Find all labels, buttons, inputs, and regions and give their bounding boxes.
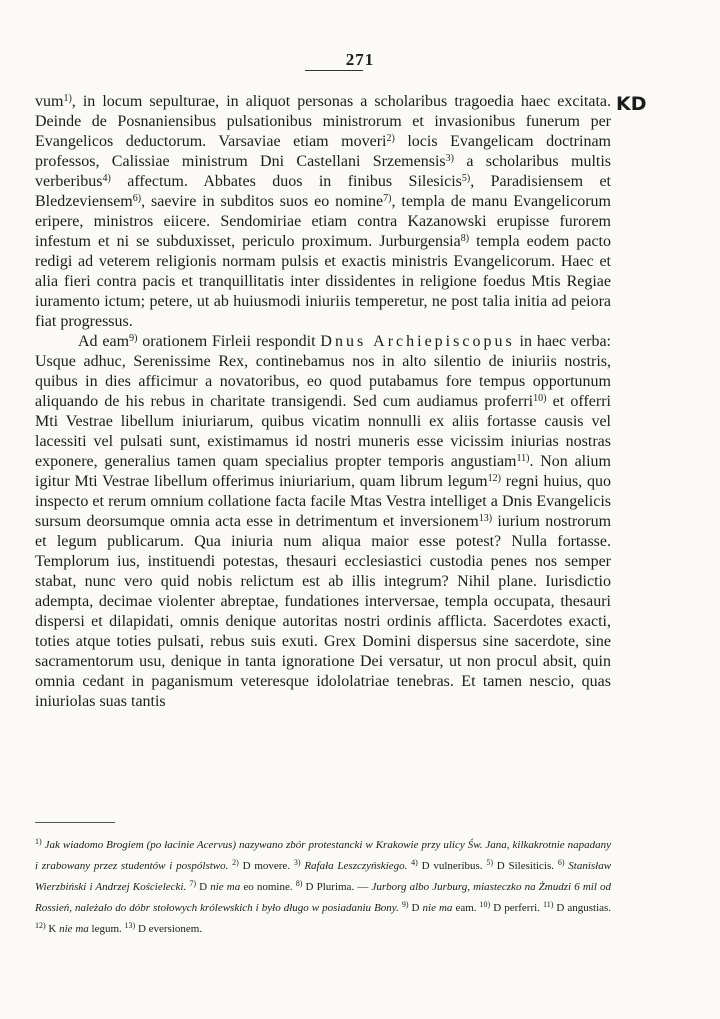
footnote-item: [480, 902, 540, 914]
footnote-number: 4): [411, 858, 418, 867]
footnote-reference: 9): [129, 333, 138, 344]
footnote-text: D vulneribus.: [421, 860, 483, 872]
footnote-text: Jurborg albo Jurburg, miasteczko na Żmudzi 6 mil od Rossień, należało do dóbr stołowych królewskich i było długo w posiadaniu Bony.: [35, 881, 612, 914]
text-run: , templa de manu Evangelicorum eripere, ministros eiicere. Sendomiriae etiam contra Kazanowski erupisse furorem infestum et ni se subduxisset, periculo proximum. Jurburgensia: [35, 193, 611, 250]
footnote-item: [543, 902, 611, 914]
footnote-item: [294, 860, 408, 872]
footnote-item: [125, 923, 203, 935]
footnote-text: D: [199, 881, 211, 893]
text-run: , in locum sepulturae, in aliquot personas a scholaribus tragoedia haec excitata. Deinde de Posnaniensibus pulsationibus ministrorum et invasionibus funerum per Evangelicos deductorum. Varsaviae etiam moveri: [35, 93, 611, 150]
text-run: et offerri Mti Vestrae libellum iniuriarum, quibus vicatim nonnulli ex aliis fortasse causis vel lacessiti vel pulsati sunt, existimamus id nostri muneris esse vicissim iniurias nostras exponere, generalius tamen quam specialius propter temporis angustiam: [35, 393, 611, 470]
text-run: iurium nostrorum et legum publicarum. Qua iniuria num aliqua maior esse potest? Nulla fortasse. Templorum ius, instituendi potestas, thesauri ecclesiastici custodia penes nos semper stabat, nunc vero quid nobis relictum est ab illis integrum? Nihil plane. Iurisdictio adempta, decimae violenter abreptae, fundationes interversae, templa occupata, thesauri dispersi et dilapidati, omnis denique autoritas nostri ordinis afflicta. Sacerdotes exacti, toties atque toties pulsati, rebus suis exuti. Grex Domini dispersus sine sacerdote, sine sacramentorum usu, denique in tanta ignoratione Dei versatur, ut non procul absit, quin omnia cedant in paganismum veteresque idololatriae tenebras. Et tamen nescio, quas iniuriolas suas tantis: [35, 513, 612, 710]
footnote-text: D perferri.: [493, 902, 540, 914]
footnotes: [35, 835, 611, 940]
footnote-reference: 13): [478, 513, 493, 524]
text-run: templa eodem pacto redigi ad veterem religionis normam pulsis et exactis ministris Evangelicorum. Haec et alia fieri contra pacis et tranquillitatis inter dissidentes in religione foedus Mtis Regiae iuramento ictum; petere, ut ab huiusmodi iniuriis temperetur, ne post talia initia ad peiora fiat progressus.: [35, 233, 611, 330]
footnote-text: D movere.: [242, 860, 291, 872]
footnote-number: 10): [479, 900, 491, 909]
footnote-number: 6): [557, 858, 565, 867]
paragraph-2: [35, 332, 611, 712]
footnote-item: [232, 860, 290, 872]
footnote-reference: 5): [461, 173, 471, 184]
footnote-number: 7): [189, 879, 197, 888]
footnote-number: 2): [232, 858, 239, 867]
footnote-reference: 3): [445, 153, 454, 164]
footnote-text: eo nomine.: [240, 881, 293, 893]
footnote-number: 12): [35, 921, 46, 930]
footnote-rule: [35, 822, 115, 823]
footnote-number: 5): [486, 858, 493, 867]
text-run: , Paradisiensem et Bledzeviensem: [35, 173, 611, 210]
text-run: Ad eam: [78, 333, 130, 350]
footnote-reference: 1): [63, 93, 72, 104]
text-run: in haec verba: Usque adhuc, Serenissime Rex, continebamus nos in alto silentio de iniuriis nostris, quibus in dies afficimur a novatoribus, eo quod putabamus fore tempus opportunum aliquando de his rebus in charitate transigendi. Sed cum audiamus proferri: [35, 333, 611, 410]
footnote-number: 13): [124, 921, 136, 930]
footnote-number: 8): [295, 879, 303, 888]
footnote-text: K: [48, 923, 60, 935]
footnote-item: [35, 923, 122, 935]
footnote-text: nie ma: [210, 881, 241, 893]
text-run: locis Evangelicam doctrinam professos, Calissiae ministrum Dni Castellani Srzemensis: [35, 133, 612, 170]
footnote-number: 1): [35, 837, 42, 846]
margin-mark: KD: [616, 93, 647, 115]
page-number-rule: [305, 70, 363, 71]
footnote-item: [411, 860, 482, 872]
footnote-number: 3): [293, 858, 301, 867]
footnote-reference: 11): [516, 453, 530, 464]
footnote-item: [189, 881, 292, 893]
footnote-reference: 12): [487, 473, 501, 484]
footnote-text: nie ma: [422, 902, 453, 914]
text-run: . Non alium igitur Mti Vestrae libellum offerimus iniuriarium, quam librum legum: [35, 453, 612, 490]
footnote-text: nie ma: [59, 923, 89, 935]
footnote-reference: 2): [386, 133, 395, 144]
paragraph-1: [35, 92, 611, 332]
footnote-reference: 10): [533, 393, 547, 404]
footnote-text: Rafała Leszczyńskiego.: [304, 860, 408, 872]
footnote-text: D eversionem.: [137, 923, 203, 935]
text-run: orationem Firleii respondit: [137, 333, 321, 350]
page-number: 271: [345, 50, 375, 69]
footnote-reference: 4): [102, 173, 111, 184]
footnote-item: [402, 902, 477, 914]
footnote-text: D Plurima. —: [305, 881, 372, 893]
text-run: a scholaribus multis verberibus: [35, 153, 612, 190]
footnote-reference: 8): [460, 233, 470, 244]
text-run: affectum. Abbates duos in finibus Silesicis: [110, 173, 462, 190]
footnote-item: [486, 860, 554, 872]
footnote-text: D angustias.: [556, 902, 612, 914]
footnote-number: 11): [542, 900, 554, 909]
text-run: , saevire in subditos suos eo nomine: [141, 193, 384, 210]
footnote-reference: 7): [383, 193, 392, 204]
text-run: regni huius, quo inspecto et rerum omnium collatione facta facile Mtas Vestra intelliget a Dnis Evangelicis sursum deorsumque omnia acta esse in detrimentum et inversionem: [35, 473, 611, 530]
footnote-text: eam.: [452, 902, 477, 914]
footnote-number: 9): [401, 900, 409, 909]
main-text: [35, 92, 611, 712]
text-run: vum: [35, 93, 64, 110]
footnote-text: D: [411, 902, 423, 914]
footnote-text: Stanisław Wierzbiński i Andrzej Kościelecki.: [35, 860, 612, 893]
footnote-text: Jak wiadomo Brogiem (po łacinie Acervus) nazywano zbór protestancki w Krakowie przy ulicy Św. Jana, kilkakrotnie napadany i zrabowany przez studentów i pospólstwo.: [35, 839, 611, 872]
footnote-text: D Silesiticis.: [496, 860, 555, 872]
footnote-text: legum.: [88, 923, 122, 935]
footnote-reference: 6): [132, 193, 142, 204]
spaced-name: Dnus Archiepiscopus: [320, 333, 515, 350]
